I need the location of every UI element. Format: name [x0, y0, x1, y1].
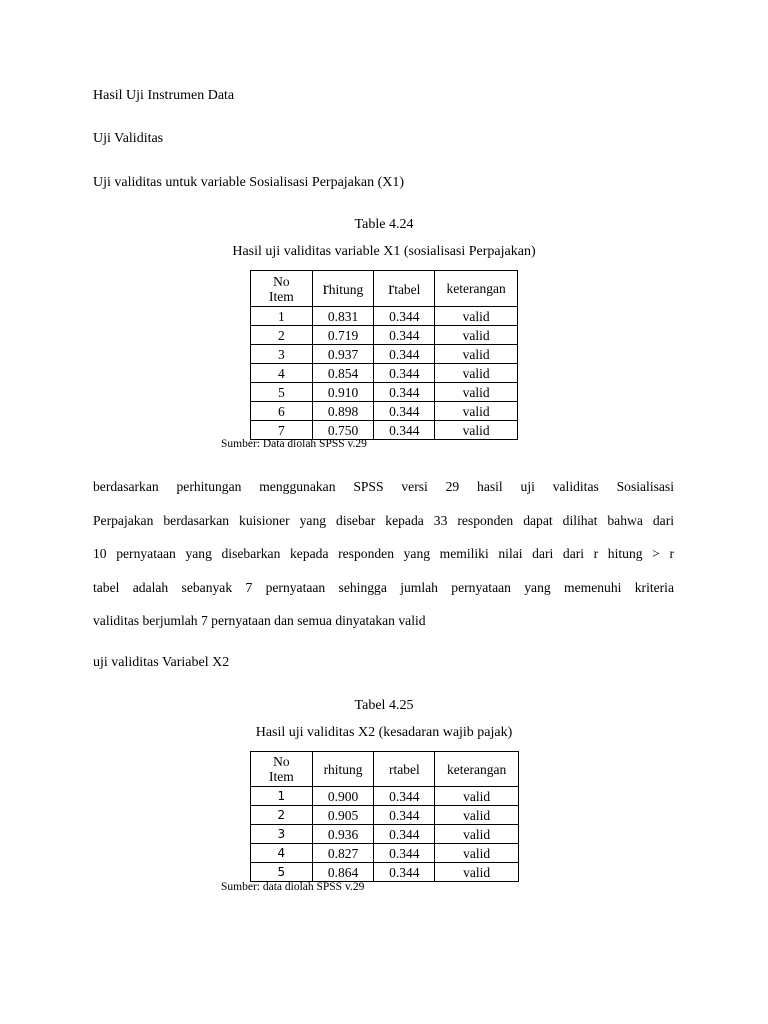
- paragraph-line: Perpajakan berdasarkan kuisioner yang disebar kepada 33 responden dapat dilihat bahwa dari: [93, 512, 674, 528]
- table-row: 3 0.936 0.344 valid: [251, 825, 519, 844]
- table1-header-rhitung: rhitung: [312, 271, 374, 307]
- table2-header-keterangan: keterangan: [435, 752, 519, 787]
- table-row: 5 0.864 0.344 valid: [251, 863, 519, 882]
- table1-header-rtabel: rtabel: [374, 271, 435, 307]
- section-title-x1: Uji validitas untuk variable Sosialisasi Perpajakan (X1): [93, 175, 405, 190]
- table-row: 1 0.831 0.344 valid: [251, 307, 518, 326]
- table2-header-rtabel: rtabel: [374, 752, 435, 787]
- table1-header-keterangan: keterangan: [435, 271, 518, 307]
- table-row: 5 0.910 0.344 valid: [251, 383, 518, 402]
- paragraph-line: berdasarkan perhitungan menggunakan SPSS versi 29 hasil uji validitas Sosialisasi: [93, 479, 674, 494]
- table-row: 3 0.937 0.344 valid: [251, 345, 518, 364]
- paragraph-line: validitas berjumlah 7 pernyataan dan semua dinyatakan valid: [93, 613, 426, 628]
- table-row: 2 0.719 0.344 valid: [251, 326, 518, 345]
- table2-header-no: No Item: [251, 752, 313, 787]
- table2: [250, 751, 519, 882]
- table1-header-row: [251, 271, 518, 307]
- table2-header-row: [251, 752, 519, 787]
- table2-header-rhitung: rhitung: [312, 752, 374, 787]
- table1-header-no: No Item: [251, 271, 313, 307]
- table1-caption-number: Table 4.24: [354, 217, 414, 232]
- paragraph-line: 10 pernyataan yang disebarkan kepada responden yang memiliki nilai dari dari r hitung > r: [93, 546, 674, 561]
- table1-caption-title: Hasil uji validitas variable X1 (sosialisasi Perpajakan): [232, 244, 536, 259]
- paragraph-line: tabel adalah sebanyak 7 pernyataan sehingga jumlah pernyataan yang memenuhi kriteria: [93, 579, 674, 595]
- table1: [250, 270, 518, 440]
- table2-caption-number: Tabel 4.25: [354, 698, 414, 713]
- body-paragraph: [93, 478, 674, 646]
- table-row: 7 0.750 0.344 valid: [251, 421, 518, 440]
- table-row: 2 0.905 0.344 valid: [251, 806, 519, 825]
- table-row: 1 0.900 0.344 valid: [251, 787, 519, 806]
- table-row: 4 0.827 0.344 valid: [251, 844, 519, 863]
- heading-hasil-uji: Hasil Uji Instrumen Data: [93, 88, 235, 103]
- heading-uji-validitas: Uji Validitas: [93, 131, 164, 146]
- table-row: 6 0.898 0.344 valid: [251, 402, 518, 421]
- table1-source-note: Sumber: Data diolah SPSS v.29: [221, 438, 367, 450]
- section-title-x2: uji validitas Variabel X2: [93, 655, 230, 670]
- table-row: 4 0.854 0.344 valid: [251, 364, 518, 383]
- table2-source-note: Sumber: data diolah SPSS v.29: [221, 881, 365, 893]
- table2-caption-title: Hasil uji validitas X2 (kesadaran wajib pajak): [255, 725, 513, 740]
